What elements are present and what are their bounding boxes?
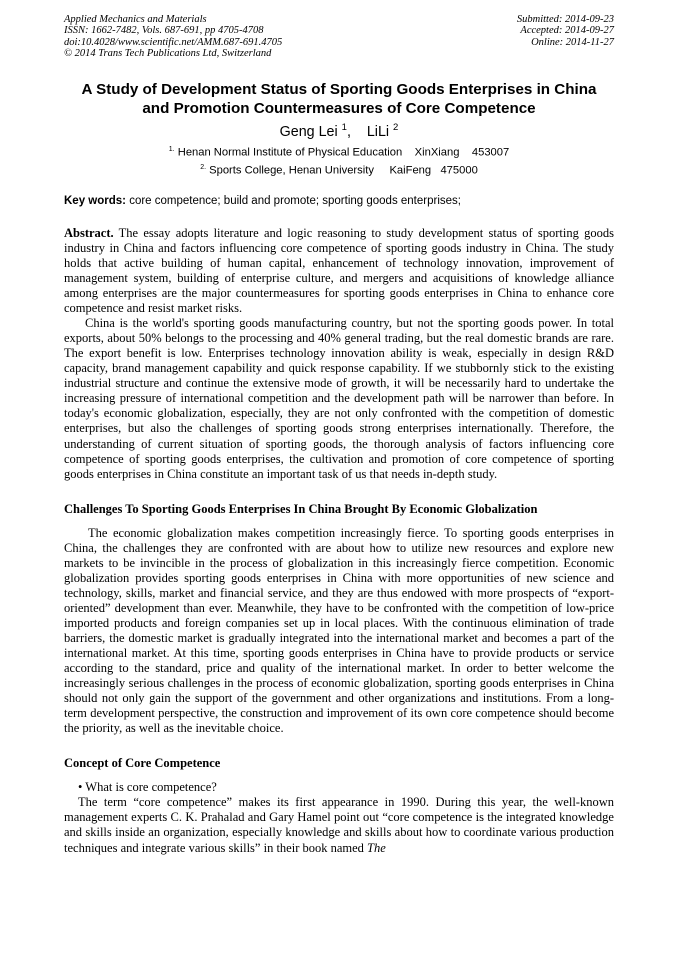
affiliations (64, 143, 614, 177)
abstract-paragraph (64, 226, 614, 316)
intro-paragraph: China is the world's sporting goods manufacturing country, but not the sporting goods power. In total exports, about 50% belongs to the processing and 40% general trading, but the real domestic brands are rare. The export benefit is low. Enterprises technology innovation ability is weak, especially in design R&D capacity, brand management capability and quick response capability. If we stubbornly stick to the existing industrial structure and continue the extensive mode of growth, it will be necessarily hard to undertake the increasing pressure of international competition and the development path will be narrower than before. In today's economic globalization, especially, they are not only confronted with the competition of domestic enterprises, but also the challenges of sporting goods strong enterprises internationally. Therefore, the understanding of current situation of sporting goods, the thorough analysis of factors influencing core competence of sporting goods enterprises, the cultivation and promotion of core competence of sporting goods enterprises in China constitute an important task of us that needs in-depth study. (64, 316, 614, 481)
copyright-line: © 2014 Trans Tech Publications Ltd, Switzerland (64, 48, 272, 60)
journal-info (64, 14, 282, 60)
accepted-date: Accepted: 2014-09-27 (520, 25, 614, 37)
abstract-text: The essay adopts literature and logic reasoning to study development status of sporting goods industry in China and factors influencing core competence of sporting goods industry in China. The study holds that active building of human capital, enhancement of technology innovation, improvement of management system, building of enterprise culture, and mergers and acquisitions of knowledge alliance among enterprises are the major countermeasures for sporting goods enterprises in China to enhance core competence and resist market risks. (64, 225, 614, 316)
keywords-label: Key words: (64, 194, 126, 207)
abstract-label: Abstract. (64, 225, 114, 240)
author-1: Geng Lei (279, 123, 342, 140)
section-heading-core-competence: Concept of Core Competence (64, 756, 221, 771)
affiliation-1 (64, 143, 614, 160)
online-date: Online: 2014-11-27 (531, 36, 614, 48)
keywords (64, 195, 614, 207)
author-2: LiLi (366, 123, 394, 140)
affiliation-2-text: Sports College, Henan University KaiFeng 475000 (206, 164, 478, 177)
author-separator: , (346, 123, 351, 140)
author-2-mark: 2 (393, 121, 399, 133)
issn-line: ISSN: 1662-7482, Vols. 687-691, pp 4705-4708 (64, 25, 264, 37)
keywords-text: core competence; build and promote; sporting goods enterprises; (126, 194, 461, 207)
author-1-mark: 1 (341, 121, 347, 133)
submitted-date: Submitted: 2014-09-23 (516, 14, 614, 25)
title-line-2: and Promotion Countermeasures of Core Competence (142, 99, 536, 117)
paper-title (64, 80, 614, 118)
author-list (64, 122, 614, 140)
journal-header (64, 14, 614, 60)
submission-dates (517, 14, 614, 60)
challenges-paragraph: The economic globalization makes competition increasingly fierce. To sporting goods enterprises in China, the challenges they are confronted with are about how to utilize new resources and explore new markets to be invincible in the process of globalization in this increasingly fierce competition. Economic globalization provides sporting goods enterprises in China with more opportunities of new science and technology, skills, market and financial service, and they are thus endowed with more prospects of “export-oriented” development than ever. Meanwhile, they have to be confronted with the competition of low-price imported products and foreign companies set up in local places. With the continuous elimination of trade barriers, the domestic market is gradually integrated into the international market and becomes a part of the international market. At this time, sporting goods enterprises in China have to provide products or service according to the standard, price and quality of the international market. In order to better welcome the increasingly serious challenges in the process of economic globalization, sporting goods enterprises in China should not only gain the support of the government and other organizations and institutions. From a long-term development perspective, the construction and improvement of its own core competence should become the priority, as well as the inevitable choice. (64, 525, 614, 736)
book-title-start: The (367, 840, 386, 855)
section-heading-challenges: Challenges To Sporting Goods Enterprises In China Brought By Economic Globalization (64, 501, 538, 516)
journal-name: Applied Mechanics and Materials (64, 14, 207, 25)
affiliation-1-mark: 1. (168, 146, 175, 154)
bullet-item: • What is core competence? (78, 780, 217, 795)
core-competence-text: The term “core competence” makes its first appearance in 1990. During this year, the well-known management experts C. K. Prahalad and Gary Hamel point out “core competence is the integrated knowledge and skills inside an organization, especially knowledge and skills about how to coordinate various production techniques and integrate various skills” in their book named (64, 795, 614, 855)
title-line-1: A Study of Development Status of Sporting Goods Enterprises in China (81, 80, 597, 98)
core-competence-paragraph (64, 795, 614, 855)
doi-line: doi:10.4028/www.scientific.net/AMM.687-691.4705 (64, 36, 283, 48)
affiliation-2-mark: 2. (200, 163, 207, 171)
affiliation-2 (64, 161, 614, 178)
affiliation-1-text: Henan Normal Institute of Physical Education XinXiang 453007 (174, 147, 510, 160)
